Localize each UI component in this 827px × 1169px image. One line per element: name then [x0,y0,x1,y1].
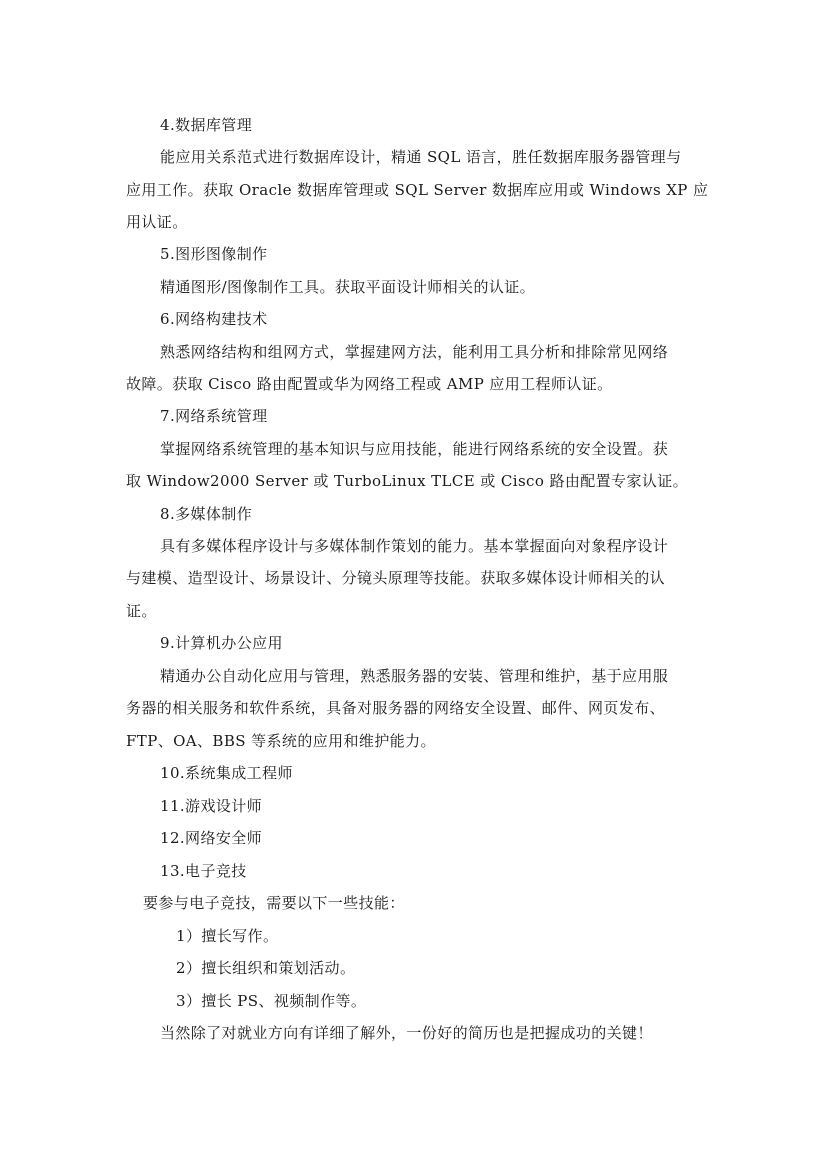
section-heading-7: 7.网络系统管理 [160,407,268,425]
section-heading-4: 4.数据库管理 [160,116,253,134]
paragraph-line: 精通图形/图像制作工具。获取平面设计师相关的认证。 [160,278,536,296]
esports-intro: 要参与电子竞技，需要以下一些技能： [143,894,405,912]
paragraph-line: 故障。获取 Cisco 路由配置或华为网络工程或 AMP 应用工程师认证。 [126,375,613,393]
paragraph-line: 熟悉网络结构和组网方式，掌握建网方法，能利用工具分析和排除常见网络 [160,343,669,361]
closing-sentence: 当然除了对就业方向有详细了解外，一份好的简历也是把握成功的关键！ [160,1024,653,1042]
section-heading-11: 11.游戏设计师 [160,797,263,815]
paragraph-line: 务器的相关服务和软件系统，具备对服务器的网络安全设置、邮件、网页发布、 [126,699,666,717]
section-heading-8: 8.多媒体制作 [160,505,253,523]
paragraph-line: 与建模、造型设计、场景设计、分镜头原理等技能。获取多媒体设计师相关的认 [126,569,666,587]
paragraph-line: 证。 [126,602,157,620]
section-heading-9: 9.计算机办公应用 [160,634,283,652]
section-heading-5: 5.图形图像制作 [160,245,268,263]
section-heading-6: 6.网络构建技术 [160,310,268,328]
paragraph-line: 应用工作。获取 Oracle 数据库管理或 SQL Server 数据库应用或 Windows XP 应 [126,181,709,199]
section-heading-10: 10.系统集成工程师 [160,764,293,782]
paragraph-line: 取 Window2000 Server 或 TurboLinux TLCE 或 Cisco 路由配置专家认证。 [126,472,689,490]
paragraph-line: 能应用关系范式进行数据库设计，精通 SQL 语言，胜任数据库服务器管理与 [160,148,682,166]
list-item: 3）擅长 PS、视频制作等。 [176,992,367,1010]
paragraph-line: 掌握网络系统管理的基本知识与应用技能，能进行网络系统的安全设置。获 [160,440,669,458]
paragraph-line: 用认证。 [126,213,188,231]
section-heading-13: 13.电子竞技 [160,862,247,880]
list-item: 2）擅长组织和策划活动。 [176,959,356,977]
paragraph-line: FTP、OA、BBS 等系统的应用和维护能力。 [126,732,436,750]
paragraph-line: 具有多媒体程序设计与多媒体制作策划的能力。基本掌握面向对象程序设计 [160,537,669,555]
list-item: 1）擅长写作。 [176,927,279,945]
paragraph-line: 精通办公自动化应用与管理，熟悉服务器的安装、管理和维护，基于应用服 [160,667,669,685]
section-heading-12: 12.网络安全师 [160,829,263,847]
